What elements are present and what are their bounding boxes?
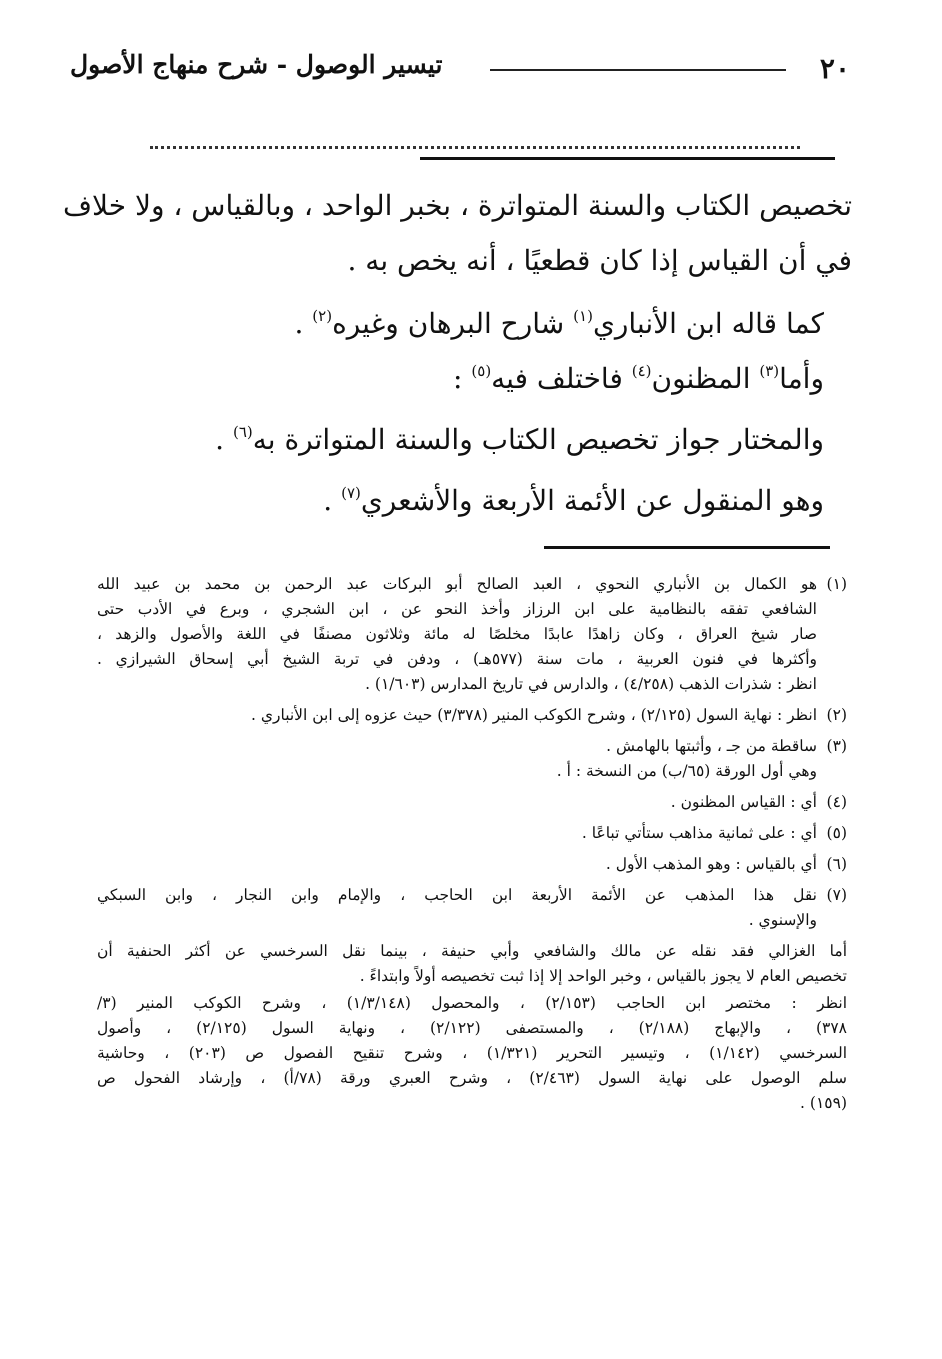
footnote-ref: (٥) (471, 362, 492, 380)
footnote-2 (97, 703, 847, 728)
main-line-3 (92, 296, 852, 351)
footnote-7-references (97, 991, 847, 1116)
main-line-2: في أن القياس إذا كان قطعيًا ، أنه يخص به . (347, 244, 852, 277)
main-text-segment: وهو المنقول عن الأئمة الأربعة والأشعري (360, 484, 824, 517)
main-line-6 (92, 473, 852, 528)
footnote-line: ٣٧٨) ، والإبهاج (٢/١٨٨) ، والمستصفى (٢/١٢٢) ، ونهاية السول (٢/١٢٥) ، وأصول (97, 1019, 848, 1037)
footnote-body (97, 790, 817, 815)
footnote-ref: (١) (573, 307, 593, 325)
footnote-line: انظر : شذرات الذهب (٤/٢٥٨) ، والدارس في تاريخ المدارس (١/٦٠٣) . (365, 675, 817, 693)
footnote-line: ساقطة من جـ ، وأثبتها بالهامش . (606, 737, 817, 755)
footnote-6 (97, 852, 847, 877)
footnote-line: والإسنوي . (748, 911, 817, 929)
footnote-4 (97, 790, 847, 815)
main-text-segment: . (323, 484, 342, 517)
footnote-marker: (٢) (826, 706, 847, 724)
footnote-body (97, 703, 817, 728)
footnote-line: أي : على ثمانية مذاهب ستأتي تباعًا . (581, 824, 817, 842)
main-text-segment: وأما (779, 362, 824, 395)
main-text-segment: المظنون (651, 362, 760, 395)
footnote-marker: (٧) (826, 886, 847, 904)
footnote-body (97, 734, 817, 784)
footnotes (97, 572, 847, 1116)
footnote-marker: (١) (826, 575, 847, 593)
footnote-line: (١٥٩) . (800, 1094, 847, 1112)
footnote-line: أما الغزالي فقد نقله عن مالك والشافعي وأبي حنيفة ، بينما نقل السرخسي عن أكثر الحنفية أن (97, 942, 847, 960)
footnote-ref: (٦) (232, 423, 253, 441)
footnote-body (97, 883, 817, 933)
footnote-line: انظر : مختصر ابن الحاجب (٢/١٥٣) ، والمحصول (١/٣/١٤٨) ، وشرح الكوكب المنير (٣/ (97, 994, 848, 1012)
footnote-3 (97, 734, 847, 784)
dotted-separator (150, 130, 800, 149)
footnote-ref: (٤) (631, 362, 652, 380)
footnote-body (97, 572, 817, 697)
main-text-segment: والمختار جواز تخصيص الكتاب والسنة المتواترة به (252, 423, 824, 456)
footnote-line: وأكثرها في فنون العربية ، مات سنة (٥٧٧هـ) ، ودفن في تربة الشيخ أبي إسحاق الشيرازي . (97, 650, 818, 668)
main-line-4 (92, 351, 852, 406)
footnote-marker: (٥) (826, 824, 847, 842)
main-text-segment: . (294, 307, 313, 340)
main-text-segment: . (215, 423, 233, 456)
footnote-marker: (٤) (826, 793, 847, 811)
main-line-1: تخصيص الكتاب والسنة المتواترة ، بخبر الواحد ، وبالقياس ، ولا خلاف (63, 189, 852, 222)
footnote-rule (544, 546, 830, 549)
footnote-line: السرخسي (١/١٤٢) ، وتيسير التحرير (١/٣٢١) ، وشرح تنقيح الفصول ص (٢٠٣) ، وحاشية (97, 1044, 847, 1062)
footnote-list (97, 572, 847, 933)
footnote-line: أي : القياس المظنون . (670, 793, 817, 811)
footnote-marker: (٦) (826, 855, 847, 873)
footnote-line: صار شيخ العراق ، وكان زاهدًا عابدًا مخلصًا له مائة وثلاثون مصنفًا في اللغة والأصول والزهد ، (97, 625, 817, 643)
footnote-ref: (٣) (759, 362, 780, 380)
top-rule (420, 157, 835, 160)
footnote-ref: (٧) (341, 484, 361, 502)
footnote-7 (97, 883, 847, 933)
footnote-7-paragraph-1 (97, 939, 847, 989)
book-title: تيسير الوصول - شرح منهاج الأصول (70, 50, 443, 79)
header-rule (490, 69, 786, 71)
footnote-line: الشافعي تفقه بالنظامية على ابن الرزاز وأخذ النحو عن ، ابن الشجري ، وبرع في الأدب حتى (97, 600, 817, 618)
main-line-5 (92, 412, 852, 467)
main-text-segment: فاختلف فيه (491, 362, 632, 395)
footnote-1 (97, 572, 847, 697)
running-header (70, 46, 850, 96)
footnote-line: هو الكمال بن الأنباري النحوي ، العبد الصالح أبو البركات عبد الرحمن بن محمد بن عبيد الله (97, 575, 817, 593)
page-number: ٢٠ (819, 52, 850, 85)
footnote-5 (97, 821, 847, 846)
footnote-line: انظر : نهاية السول (٢/١٢٥) ، وشرح الكوكب المنير (٣/٣٧٨) حيث عزوه إلى ابن الأنباري . (251, 706, 817, 724)
main-text (63, 178, 852, 528)
main-text-segment: شارح البرهان وغيره (332, 307, 574, 340)
footnote-line: نقل هذا المذهب عن الأئمة الأربعة ابن الحاجب ، والإمام وابن النجار ، وابن السبكي (97, 886, 817, 904)
main-text-segment: : (453, 362, 472, 395)
footnote-marker: (٣) (826, 737, 847, 755)
main-text-segment: كما قاله ابن الأنباري (592, 307, 824, 340)
footnote-body (97, 852, 817, 877)
footnote-line: أي بالقياس : وهو المذهب الأول . (605, 855, 817, 873)
footnote-line: سلم الوصول على نهاية السول (٢/٤٦٣) ، وشرح العبري ورقة (٧٨/أ) ، وإرشاد الفحول ص (97, 1069, 847, 1087)
footnote-line: وهي أول الورقة (٦٥/ب) من النسخة : أ . (556, 762, 817, 780)
footnote-ref: (٢) (312, 307, 333, 325)
footnote-line: تخصيص العام لا يجوز بالقياس ، وخبر الواحد إلا إذا ثبت تخصيصه أولاً وابتداءً . (359, 967, 847, 985)
footnote-body (97, 821, 817, 846)
